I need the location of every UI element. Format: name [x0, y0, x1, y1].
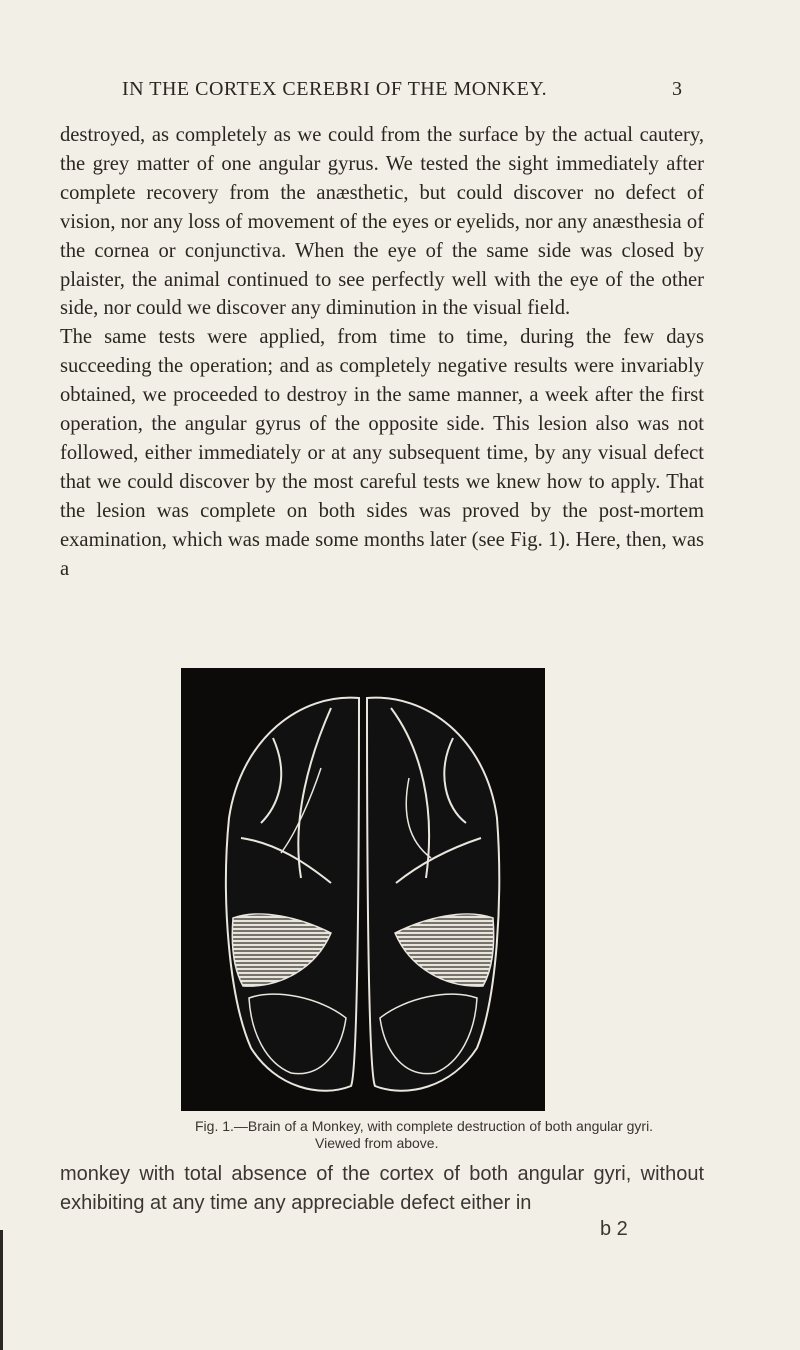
running-header: [0, 78, 800, 108]
caption-line-1: Fig. 1.—Brain of a Monkey, with complete destruction of both angular gyri.: [195, 1118, 654, 1134]
brain-illustration: [181, 668, 545, 1111]
signature-mark: b 2: [600, 1218, 628, 1240]
continuation-text: [60, 1160, 704, 1218]
paragraph-3: monkey with total absence of the cortex of both angular gyri, without exhibiting at any time any appreciable defect either in: [60, 1163, 704, 1214]
paragraph-2: The same tests were applied, from time to time, during the few days succeeding the operation; and as completely negative results were invariably obtained, we proceeded to destroy in the same manner, a week after the first operation, the angular gyrus of the opposite side. This lesion also was not followed, either immediately or at any subsequent time, by any visual defect that we could discover by the most careful tests we knew how to apply. That the lesion was complete on both sides was proved by the post-mortem examination, which was made some months later (see Fig. 1). Here, then, was a: [60, 326, 704, 580]
page-number: 3: [672, 78, 682, 100]
running-title: IN THE CORTEX CEREBRI OF THE MONKEY.: [122, 78, 548, 100]
body-text: [60, 121, 704, 584]
figure-caption: [195, 1118, 715, 1152]
brain-figure: [181, 668, 545, 1111]
caption-line-2: Viewed from above.: [315, 1135, 439, 1151]
page-edge: [0, 1230, 3, 1350]
paragraph-1: destroyed, as completely as we could from the surface by the actual cautery, the grey matter of one angular gyrus. We tested the sight immediately after complete recovery from the anæsthetic, but could discover no defect of vision, nor any loss of movement of the eyes or eyelids, nor any anæsthesia of the cornea or conjunctiva. When the eye of the same side was closed by plaister, the animal continued to see perfectly well with the eye of the other side, nor could we discover any diminution in the visual field.: [60, 124, 704, 320]
